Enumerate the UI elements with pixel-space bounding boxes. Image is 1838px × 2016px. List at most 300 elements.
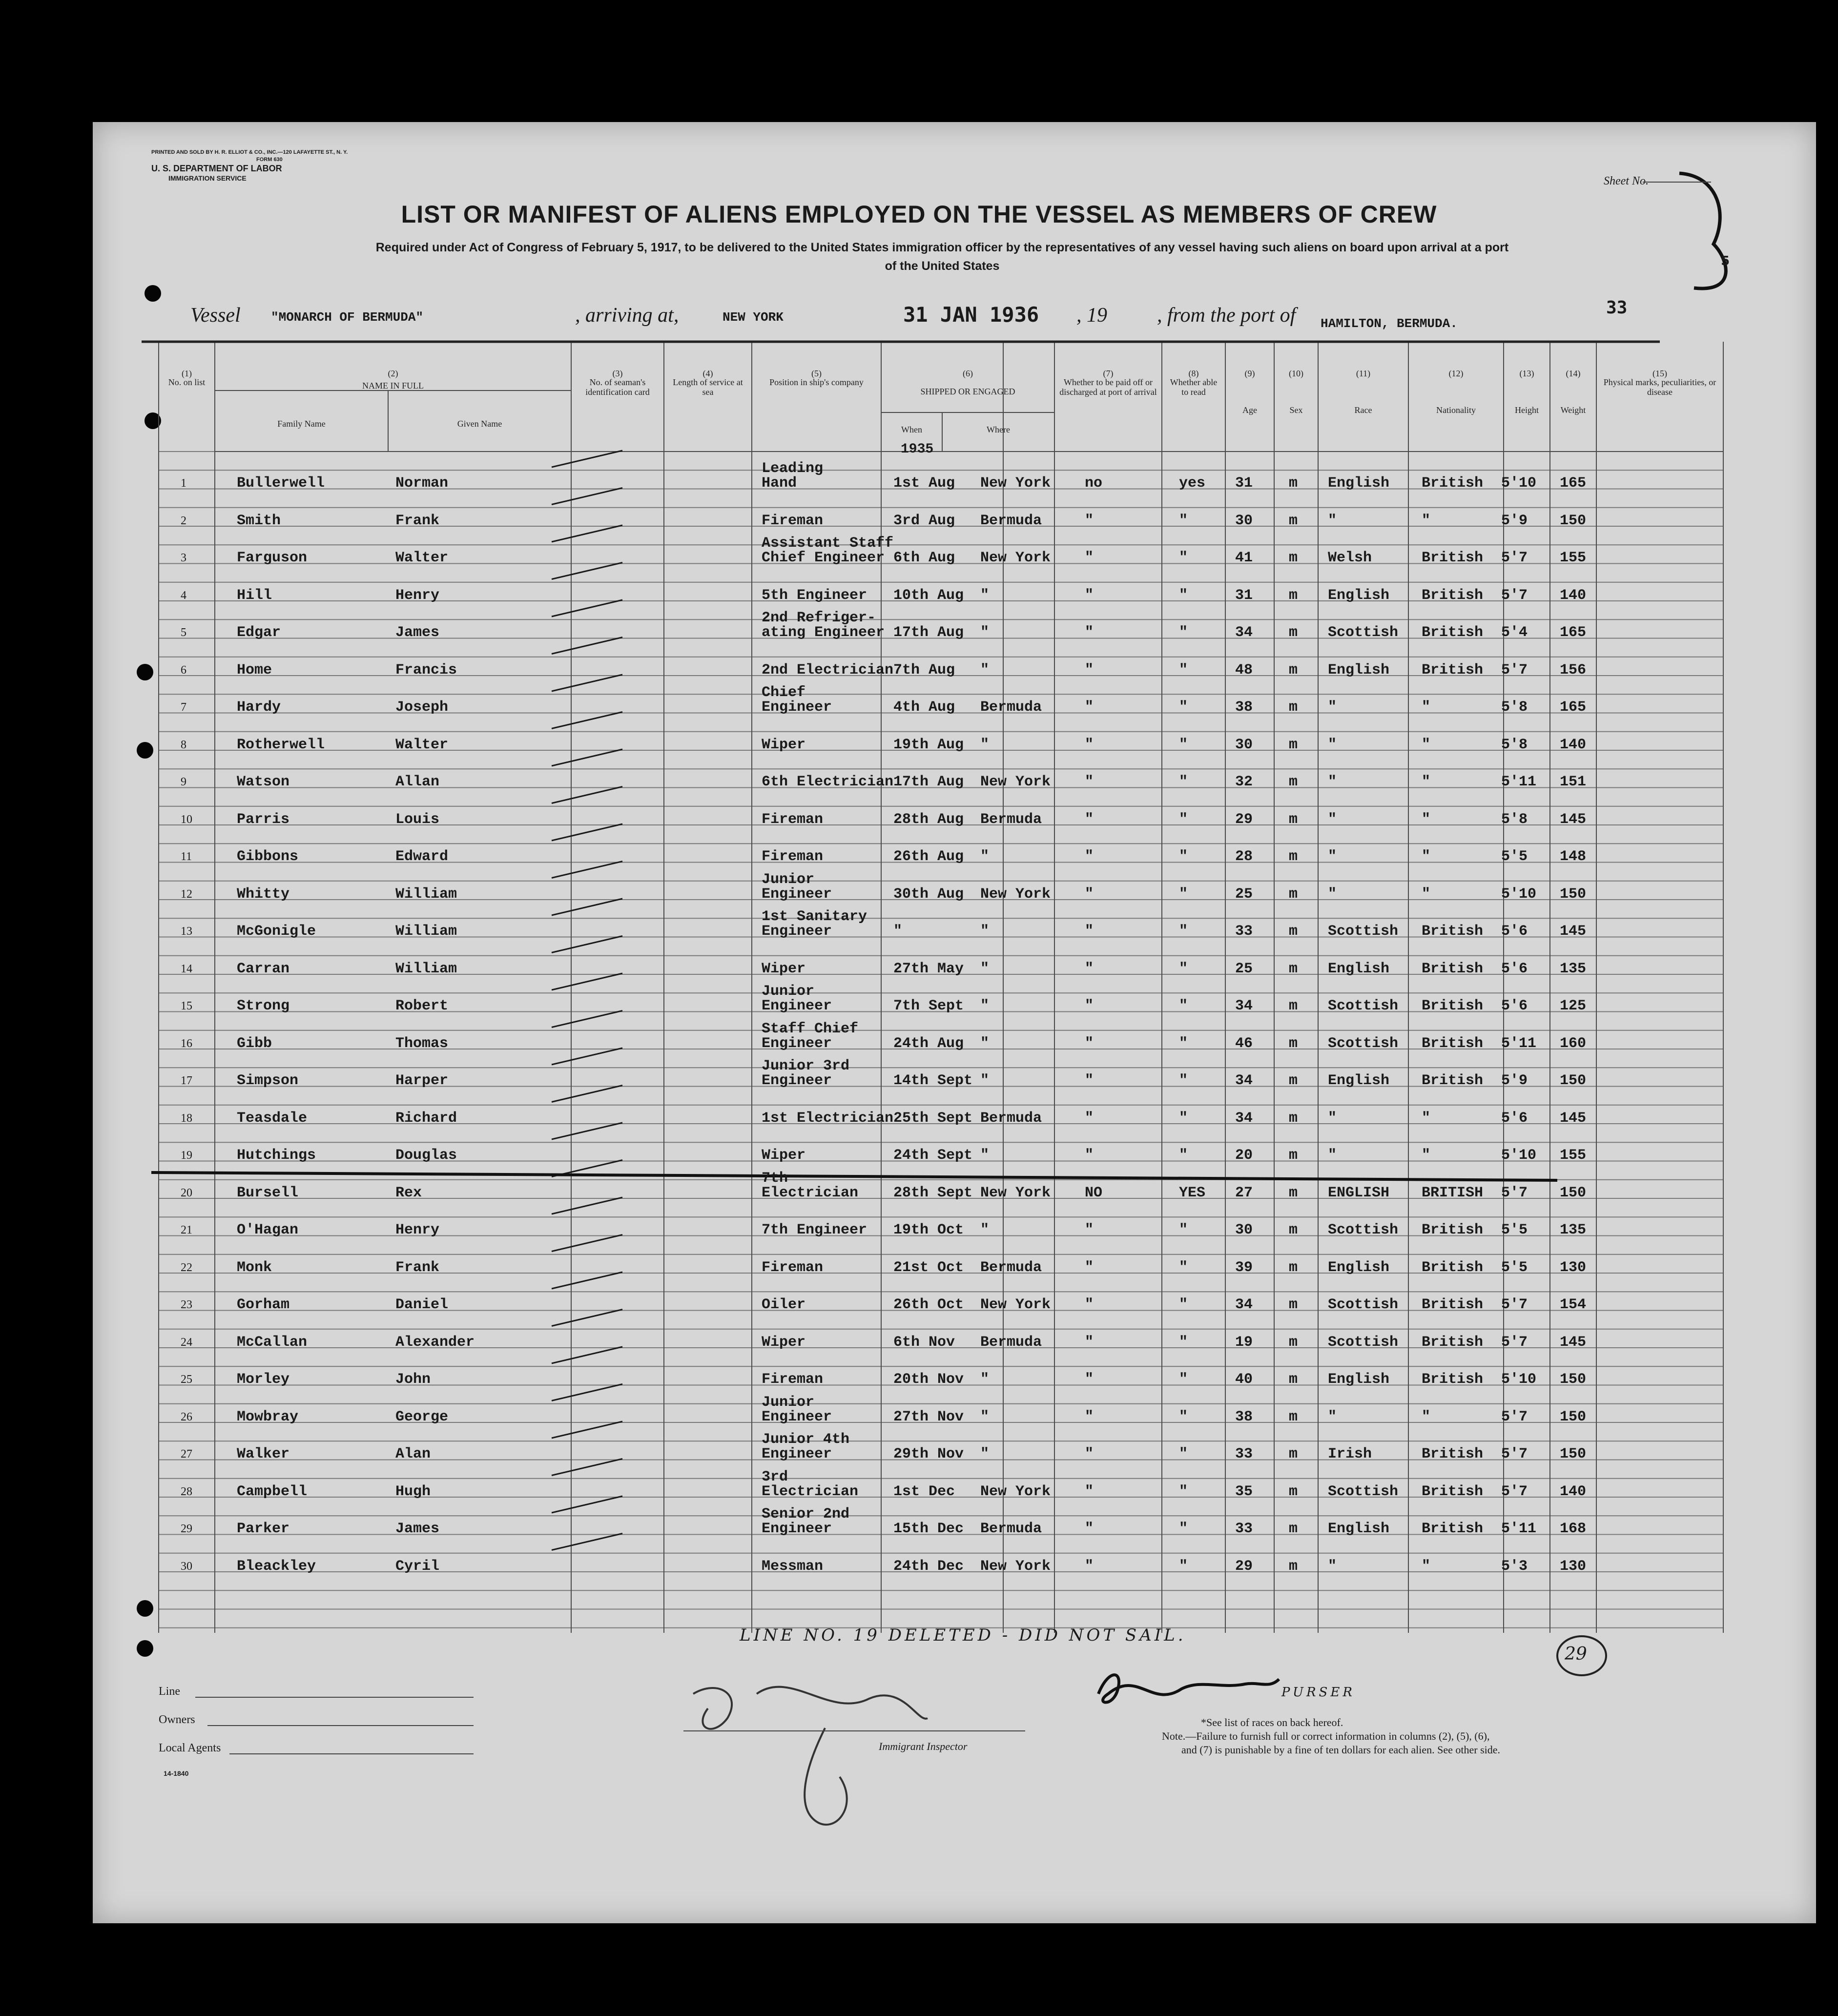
paid-off: no [1085,475,1103,492]
paid-off: " [1085,661,1094,679]
age: 30 [1235,736,1253,753]
family-name: Carran [237,960,290,977]
vessel-label: Vessel [190,304,241,327]
shipped-where: " [980,1072,990,1089]
id-card-tick [552,973,622,990]
shipped-when: 19th Aug [893,736,964,753]
shipped-where: " [980,624,990,641]
nationality: British [1422,1334,1484,1351]
shipped-where: New York [980,1483,1051,1500]
shipped-where: Bermuda [980,811,1042,828]
nationality: British [1422,960,1484,977]
age: 29 [1235,1558,1253,1575]
position-line-1: 1st Sanitary [762,908,867,925]
arrival-date-stamp: 31 JAN 1936 [903,303,1039,327]
race: English [1328,587,1390,604]
position [762,536,893,565]
row-number: 11 [181,850,192,863]
position [762,588,867,603]
age: 28 [1235,848,1253,865]
able-to-read: " [1179,1483,1188,1500]
col-sub-header-c2b: Given Name [457,419,502,429]
age: 39 [1235,1259,1253,1276]
paid-off: " [1085,998,1094,1014]
row-number: 16 [181,1037,192,1050]
col-race-header-number: (11) [1356,369,1371,378]
shipped-where: " [980,1147,990,1164]
inspector-label: Immigrant Inspector [879,1740,968,1752]
age: 30 [1235,1222,1253,1238]
shipped-when: 6th Nov [893,1334,955,1351]
shipped-where: New York [980,475,1051,492]
height: 5'7 [1501,550,1528,566]
position-line-2: Electrician [762,1184,859,1201]
position-line-2: 2nd Electrician [762,661,894,679]
position [762,461,823,491]
age: 34 [1235,1296,1253,1313]
row-number: 14 [181,962,192,975]
col-no-header-number: (1) [182,369,192,378]
position-line-2: Fireman [762,811,824,828]
paid-off: " [1085,1259,1094,1276]
sex: m [1289,587,1298,604]
position-line-2: Fireman [762,1259,824,1276]
agents-label: Local Agents [159,1742,221,1754]
race: English [1328,661,1390,679]
shipped-where: Bermuda [980,1334,1042,1351]
weight: 150 [1560,1408,1587,1425]
age: 41 [1235,550,1253,566]
row-number: 29 [181,1522,192,1535]
able-to-read: " [1179,811,1188,828]
position-line-2: Engineer [762,699,832,716]
family-name: McCallan [237,1334,308,1351]
paid-off: " [1085,811,1094,828]
position-line-2: Chief Engineer [762,550,885,566]
family-name: Monk [237,1259,272,1276]
col-read-header-number: (8) [1188,369,1199,378]
shipped-where: Bermuda [980,512,1042,529]
weight: 165 [1560,624,1587,641]
family-name: Bullerwell [237,475,325,492]
shipped-where: New York [980,550,1051,566]
position [762,1223,867,1237]
sex: m [1289,885,1298,903]
family-name: Gibbons [237,848,299,865]
race: " [1328,1147,1337,1164]
position-line-2: Wiper [762,736,806,753]
paid-off: " [1085,1110,1094,1127]
shipped-where: " [980,1371,990,1388]
sex: m [1289,475,1298,492]
nationality: British [1422,661,1484,679]
weight: 140 [1560,587,1587,604]
able-to-read: " [1179,1558,1188,1575]
given-name: William [395,885,457,903]
given-name: John [395,1371,431,1388]
paid-off: " [1085,1408,1094,1425]
paid-off: " [1085,1521,1094,1537]
nationality: " [1422,885,1431,903]
sex: m [1289,848,1298,865]
sex: m [1289,624,1298,641]
id-card-tick [552,638,622,654]
inspector-rule [683,1730,1025,1731]
given-name: Frank [395,512,440,529]
paid-off: " [1085,1035,1094,1052]
sex: m [1289,811,1298,828]
col-position-header: Position in ship's company [769,377,864,387]
age: 30 [1235,512,1253,529]
height: 5'6 [1501,998,1528,1014]
position-line-2: Wiper [762,960,806,977]
id-card-tick [552,936,622,953]
family-name: Walker [237,1446,290,1462]
row-number: 8 [181,738,186,751]
nationality: British [1422,1371,1484,1388]
given-name: Harper [395,1072,449,1089]
arriving-label: , arriving at, [575,304,679,327]
row-number: 24 [181,1336,192,1349]
sex: m [1289,1184,1298,1201]
sex: m [1289,1072,1298,1089]
able-to-read: " [1179,1296,1188,1313]
given-name: Robert [395,998,449,1014]
position-line-2: Fireman [762,848,824,865]
age: 38 [1235,1408,1253,1425]
shipped-where: New York [980,1184,1051,1201]
age: 34 [1235,1072,1253,1089]
position-line-2: Electrician [762,1483,859,1500]
paid-off: " [1085,587,1094,604]
row-number: 17 [181,1074,192,1087]
age: 48 [1235,661,1253,679]
sex: m [1289,661,1298,679]
able-to-read: " [1179,512,1188,529]
position [762,1260,823,1275]
col-name-header-number: (2) [388,369,398,378]
able-to-read: " [1179,1408,1188,1425]
row-number: 13 [181,925,192,938]
purser-label: PURSER [1281,1685,1355,1700]
shipped-where: " [980,960,990,977]
paid-off: " [1085,1072,1094,1089]
id-card-tick [552,525,622,542]
position [762,909,867,939]
subtitle-line-2: of the United States [885,259,1000,273]
given-name: Allan [395,774,440,790]
shipped-when: 4th Aug [893,699,955,716]
shipped-where: Bermuda [980,1521,1042,1537]
age: 25 [1235,885,1253,903]
paid-off: " [1085,699,1094,716]
paid-off: " [1085,1296,1094,1313]
position-line-2: 5th Engineer [762,587,867,604]
col-nationality-header: Nationality [1436,405,1476,415]
height: 5'7 [1501,1483,1528,1500]
race: Scottish [1328,1483,1399,1500]
race: Irish [1328,1446,1372,1462]
shipped-when: 7th Aug [893,661,955,679]
nationality: British [1422,1035,1484,1052]
position [762,849,823,864]
col-paid-off-header-number: (7) [1103,369,1114,378]
nationality: " [1422,1558,1431,1575]
fine-note-2: and (7) is punishable by a fine of ten dollars for each alien. See other side. [1181,1744,1501,1756]
position-line-2: Wiper [762,1334,806,1351]
paid-off: " [1085,1446,1094,1462]
year-label: , 19 [1076,304,1107,327]
id-card-tick [552,1272,622,1289]
position [762,738,805,752]
sex: m [1289,1296,1298,1313]
position [762,1059,849,1088]
able-to-read: yes [1179,475,1206,492]
family-name: Whitty [237,885,290,903]
position-line-1: Staff Chief [762,1020,859,1037]
sex: m [1289,1558,1298,1575]
sheet-sub-number: 5 [1721,254,1730,268]
col-height-header: Height [1515,405,1539,415]
given-name: Walter [395,550,449,566]
line-rule [195,1697,474,1698]
position [762,1297,805,1312]
from-port: HAMILTON, BERMUDA. [1321,316,1458,331]
height: 5'8 [1501,811,1528,828]
weight: 150 [1560,1184,1587,1201]
height: 5'7 [1501,1184,1528,1201]
col-weight-header: Weight [1560,405,1586,415]
given-name: Thomas [395,1035,449,1052]
col-read-header: Whether able to read [1170,377,1218,397]
col-paid-off-header: Whether to be paid off or discharged at port of arrival [1059,377,1157,397]
weight: 135 [1560,960,1587,977]
given-name: George [395,1408,449,1425]
height: 5'11 [1501,1035,1537,1052]
given-name: Frank [395,1259,440,1276]
id-card-tick [552,1459,622,1476]
position-line-2: Oiler [762,1296,806,1313]
id-card-tick [552,862,622,878]
sex: m [1289,1222,1298,1238]
height: 5'7 [1501,1446,1528,1462]
family-name: Morley [237,1371,290,1388]
sex: m [1289,1334,1298,1351]
col-height-header-number: (13) [1519,369,1534,378]
page-title: LIST OR MANIFEST OF ALIENS EMPLOYED ON THE VESSEL AS MEMBERS OF CREW [401,201,1437,228]
id-card-tick [552,600,622,617]
sex: m [1289,1035,1298,1052]
sex: m [1289,1259,1298,1276]
family-name: Campbell [237,1483,308,1500]
sex: m [1289,550,1298,566]
nationality: British [1422,587,1484,604]
age: 33 [1235,1446,1253,1462]
row-number: 6 [181,663,186,677]
id-card-tick [552,1123,622,1139]
given-name: Cyril [395,1558,440,1575]
nationality: British [1422,1521,1484,1537]
col-sub-header-c6b: Where [987,425,1010,434]
position-line-2: Engineer [762,1408,832,1425]
shipped-when: 24th Sept [893,1147,973,1164]
age: 29 [1235,811,1253,828]
given-name: Richard [395,1110,457,1127]
race: Welsh [1328,550,1372,566]
given-name: Norman [395,475,449,492]
family-name: Bursell [237,1184,299,1201]
able-to-read: " [1179,1072,1188,1089]
shipped-when: 1st Aug [893,475,955,492]
sex: m [1289,960,1298,977]
age: 33 [1235,1521,1253,1537]
position [762,1335,805,1350]
position-line-2: Engineer [762,1446,832,1462]
height: 5'3 [1501,1558,1528,1575]
able-to-read: " [1179,923,1188,940]
able-to-read: " [1179,1446,1188,1462]
row-number: 4 [181,589,186,602]
from-label: , from the port of [1157,304,1296,327]
race: " [1328,774,1337,790]
paid-off: " [1085,550,1094,566]
nationality: " [1422,1408,1431,1425]
col-age-header-number: (9) [1244,369,1255,378]
id-card-tick [552,899,622,915]
given-name: Rex [395,1184,422,1201]
family-name: Gibb [237,1035,272,1052]
age: 25 [1235,960,1253,977]
race: English [1328,1521,1390,1537]
service: IMMIGRATION SERVICE [168,174,247,182]
shipped-when: 7th Sept [893,998,964,1014]
shipped-when: 15th Dec [893,1521,964,1537]
id-card-tick [552,1496,622,1513]
race: English [1328,1072,1390,1089]
col-physical-marks-header: Physical marks, peculiarities, or disease [1603,377,1716,397]
shipped-when: 26th Aug [893,848,964,865]
height: 5'4 [1501,624,1528,641]
nationality: BRITISH [1422,1184,1484,1201]
weight: 151 [1560,774,1587,790]
col-sub-header-c6a: When [901,425,922,434]
row-number: 23 [181,1298,192,1311]
family-name: Gorham [237,1296,290,1313]
position-line-1: Junior [762,983,815,1000]
family-name: Watson [237,774,290,790]
weight: 150 [1560,1446,1587,1462]
age: 33 [1235,923,1253,940]
age: 31 [1235,475,1253,492]
able-to-read: " [1179,661,1188,679]
id-card-tick [552,1235,622,1252]
given-name: Joseph [395,699,449,716]
nationality: British [1422,1222,1484,1238]
shipped-when: 25th Sept [893,1110,973,1127]
height: 5'7 [1501,587,1528,604]
shipped-where: " [980,587,990,604]
able-to-read: YES [1179,1184,1206,1201]
given-name: William [395,923,457,940]
given-name: Francis [395,661,457,679]
id-card-tick [552,824,622,841]
fine-note-1: Note.—Failure to furnish full or correct information in columns (2), (5), (6), [1162,1730,1490,1742]
shipped-when: 27th Nov [893,1408,964,1425]
shipped-when: 29th Nov [893,1446,964,1462]
position-line-2: Engineer [762,1521,832,1537]
given-name: Daniel [395,1296,449,1313]
age: 34 [1235,1110,1253,1127]
paid-off: " [1085,512,1094,529]
position-line-2: Hand [762,475,797,492]
race: " [1328,1558,1337,1575]
shipped-where: " [980,1446,990,1462]
position-line-2: Engineer [762,885,832,903]
sex: m [1289,512,1298,529]
able-to-read: " [1179,1035,1188,1052]
weight: 140 [1560,736,1587,753]
shipped-when: 14th Sept [893,1072,973,1089]
row-number: 19 [181,1149,192,1162]
position-line-2: 7th Engineer [762,1222,867,1238]
row-number: 1 [181,477,186,490]
id-card-tick [552,1310,622,1326]
nationality: British [1422,998,1484,1014]
shipped-where: " [980,1035,990,1052]
height: 5'7 [1501,1334,1528,1351]
nationality: British [1422,550,1484,566]
shipped-where: Bermuda [980,1110,1042,1127]
nationality: British [1422,1446,1484,1462]
weight: 154 [1560,1296,1587,1313]
family-name: Hill [237,587,272,604]
race: " [1328,848,1337,865]
position [762,812,823,827]
given-name: James [395,1521,440,1537]
family-name: Simpson [237,1072,299,1089]
height: 5'11 [1501,1521,1537,1537]
shipped-when: 24th Aug [893,1035,964,1052]
race: English [1328,1371,1390,1388]
id-card-tick [552,1086,622,1102]
nationality: " [1422,736,1431,753]
position-line-2: 6th Electrician [762,774,894,790]
position-line-1: 3rd [762,1468,788,1485]
shipped-when: 20th Nov [893,1371,964,1388]
id-card-tick [552,1421,622,1438]
able-to-read: " [1179,1259,1188,1276]
nationality: British [1422,1072,1484,1089]
able-to-read: " [1179,1110,1188,1127]
able-to-read: " [1179,774,1188,790]
id-card-tick [552,488,622,505]
age: 34 [1235,624,1253,641]
weight: 155 [1560,1147,1587,1164]
weight: 165 [1560,699,1587,716]
weight: 150 [1560,512,1587,529]
nationality: British [1422,1259,1484,1276]
nationality: British [1422,1296,1484,1313]
shipped-when: 1st Dec [893,1483,955,1500]
able-to-read: " [1179,550,1188,566]
position [762,1372,823,1387]
age: 38 [1235,699,1253,716]
owners-label: Owners [159,1713,195,1726]
shipped-when: 30th Aug [893,885,964,903]
height: 5'7 [1501,1296,1528,1313]
printer-imprint: PRINTED AND SOLD BY H. R. ELLIOT & CO., INC.—120 LAFAYETTE ST., N. Y. [151,149,348,155]
row-number: 15 [181,1000,192,1012]
